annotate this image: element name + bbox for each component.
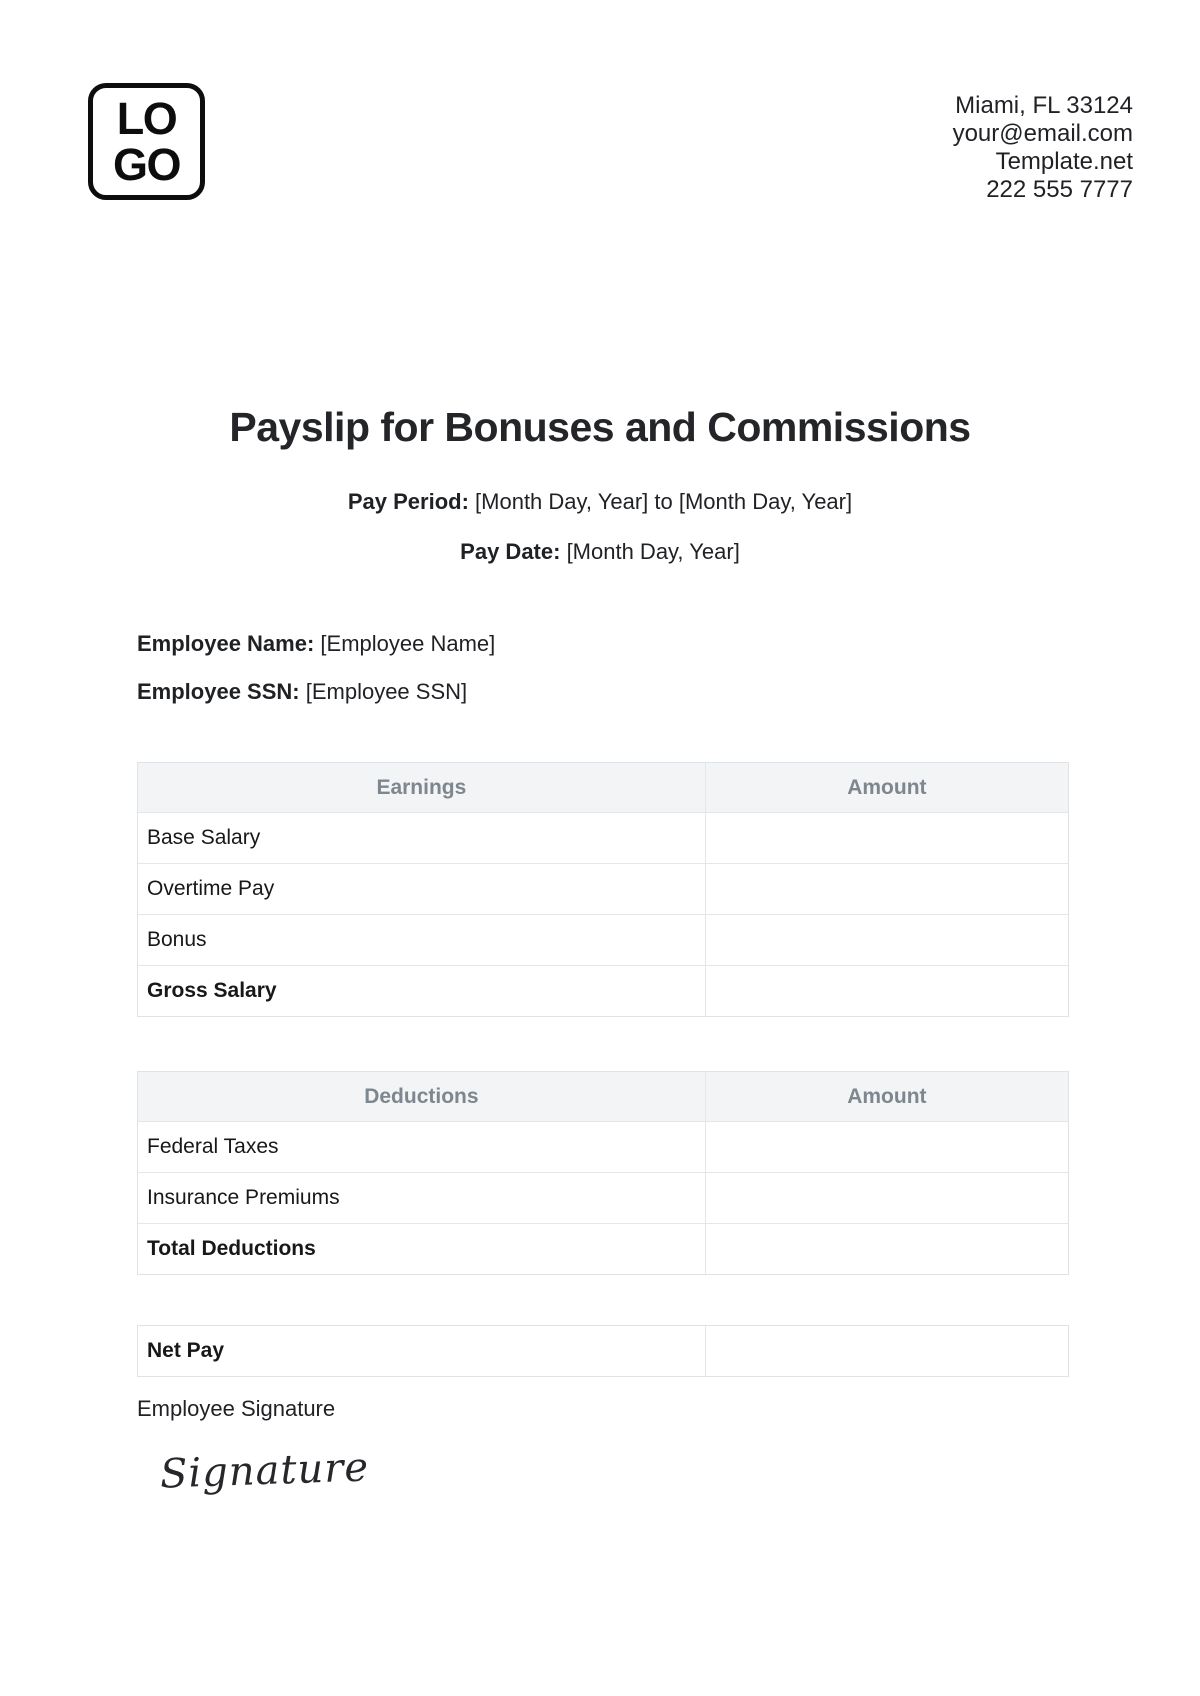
employee-name-label: Employee Name:: [137, 631, 315, 656]
contact-address: Miami, FL 33124: [955, 92, 1133, 119]
contact-website: Template.net: [995, 148, 1133, 175]
table-row-total: [138, 965, 1068, 1016]
pay-date-line: [0, 539, 1200, 565]
deductions-row-label: Insurance Premiums: [138, 1173, 706, 1223]
earnings-header-row: [138, 763, 1068, 812]
logo: [88, 83, 205, 200]
net-pay-table: [137, 1325, 1069, 1377]
amount-header-cell: Amount: [847, 1084, 927, 1108]
employee-name-line: [137, 631, 495, 657]
earnings-row-amount: [706, 915, 1068, 965]
employee-ssn-value: [Employee SSN]: [299, 679, 468, 704]
contact-phone: 222 555 7777: [986, 176, 1133, 203]
logo-line-1: LO: [116, 92, 177, 144]
deductions-total-amount: [706, 1224, 1068, 1274]
net-pay-row: [138, 1326, 1068, 1376]
amount-header-cell: Amount: [847, 775, 927, 799]
logo-line-2: GO: [112, 138, 180, 190]
deductions-total-label: Total Deductions: [138, 1224, 706, 1274]
deductions-header-row: [138, 1072, 1068, 1121]
signature-script: Signature: [159, 1444, 370, 1498]
earnings-total-label: Gross Salary: [138, 966, 706, 1016]
employee-ssn-label: Employee SSN:: [137, 679, 300, 704]
table-row: [138, 812, 1068, 863]
deductions-row-amount: [706, 1122, 1068, 1172]
table-row: [138, 1172, 1068, 1223]
pay-date-value: [Month Day, Year]: [560, 539, 740, 564]
deductions-row-amount: [706, 1173, 1068, 1223]
earnings-row-amount: [706, 864, 1068, 914]
table-row-total: [138, 1223, 1068, 1274]
pay-period-label: Pay Period:: [347, 489, 469, 514]
earnings-row-label: Bonus: [138, 915, 706, 965]
contact-email: your@email.com: [952, 120, 1133, 147]
table-row: [138, 863, 1068, 914]
deductions-table: [137, 1071, 1069, 1275]
pay-date-label: Pay Date:: [460, 539, 561, 564]
net-pay-label: Net Pay: [138, 1326, 706, 1376]
earnings-total-amount: [706, 966, 1068, 1016]
earnings-header-cell: Earnings: [138, 763, 706, 812]
deductions-header-cell: Deductions: [138, 1072, 706, 1121]
table-row: [138, 1121, 1068, 1172]
deductions-row-label: Federal Taxes: [138, 1122, 706, 1172]
contact-block: [953, 92, 1133, 204]
table-row: [138, 914, 1068, 965]
earnings-row-amount: [706, 813, 1068, 863]
earnings-row-label: Base Salary: [138, 813, 706, 863]
employee-signature-caption: Employee Signature: [137, 1396, 336, 1421]
pay-period-line: [0, 489, 1200, 515]
employee-ssn-line: [137, 679, 467, 705]
earnings-table: [137, 762, 1069, 1017]
net-pay-amount: [706, 1326, 1068, 1376]
earnings-row-label: Overtime Pay: [138, 864, 706, 914]
page-title: Payslip for Bonuses and Commissions: [229, 404, 971, 450]
pay-period-value: [Month Day, Year] to [Month Day, Year]: [468, 489, 853, 514]
employee-name-value: [Employee Name]: [314, 631, 496, 656]
